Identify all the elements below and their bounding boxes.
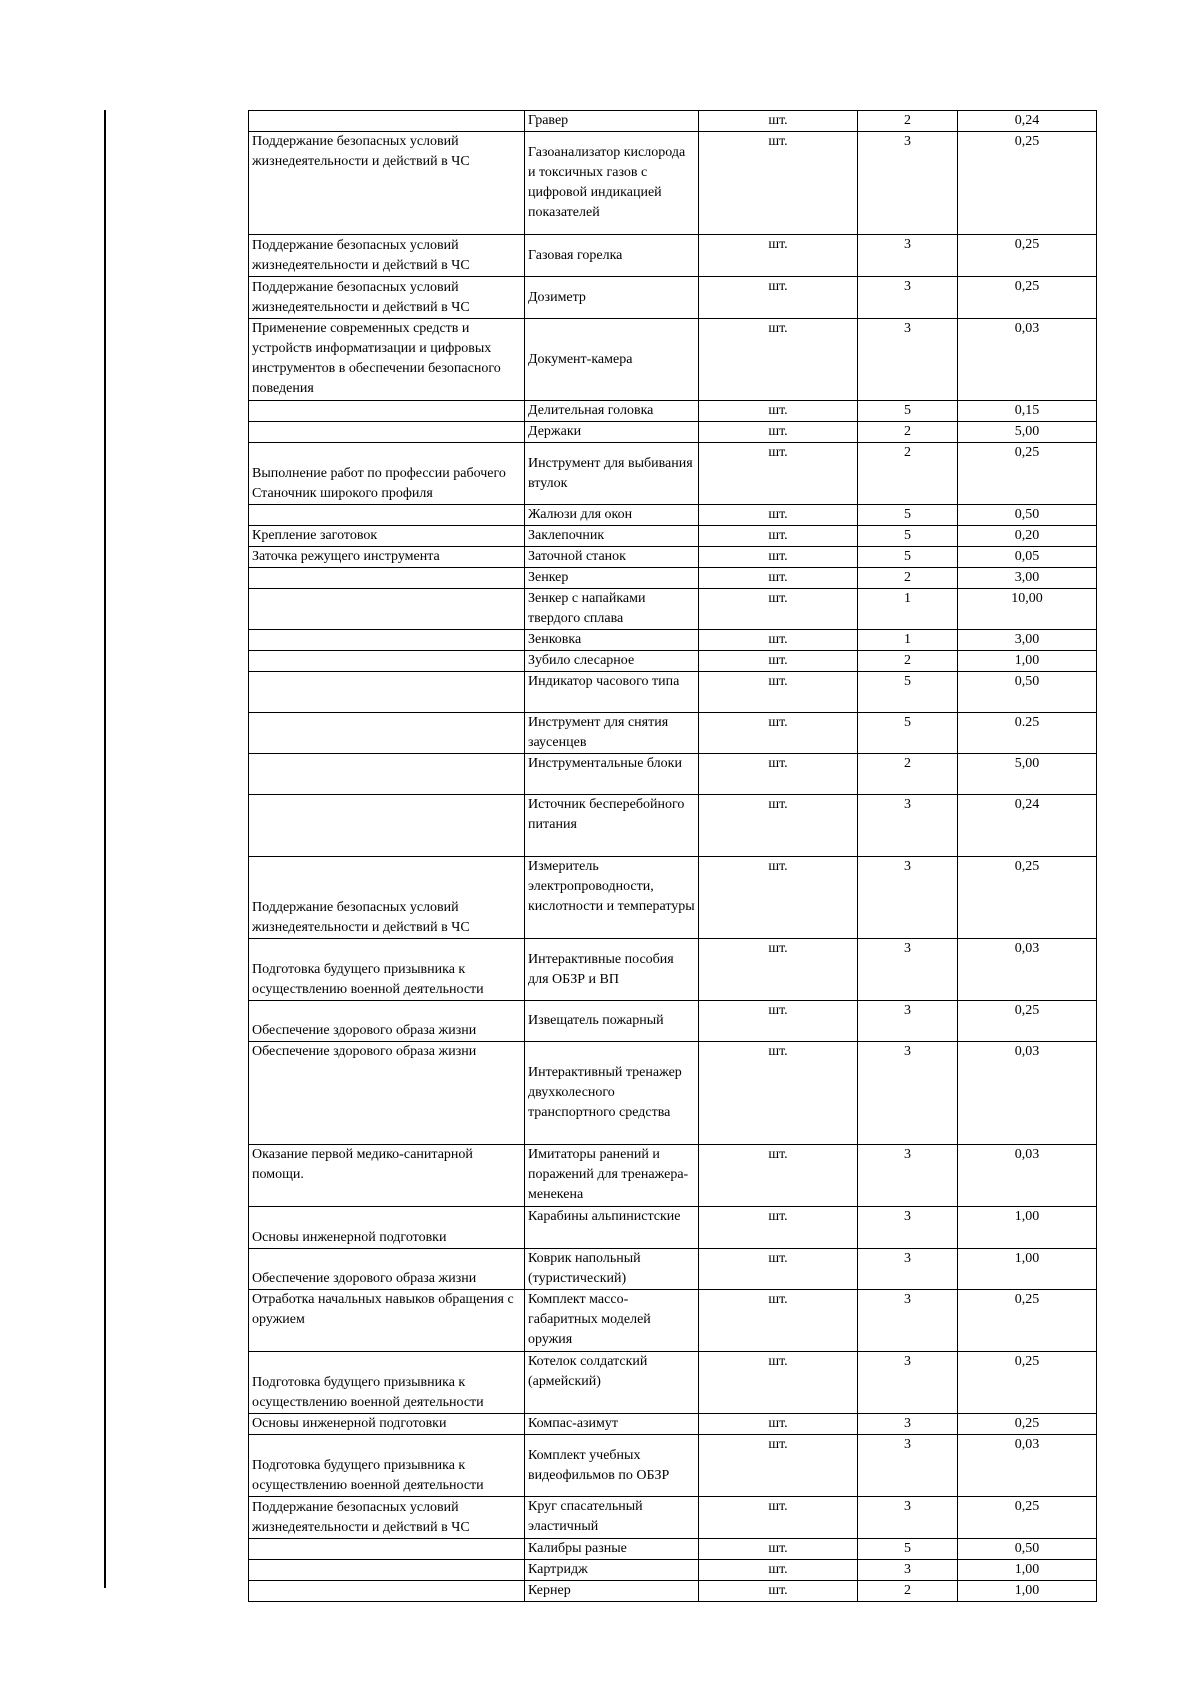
cell-norm: 0,25 bbox=[958, 443, 1097, 505]
cell-area bbox=[249, 1560, 525, 1581]
cell-norm: 0,03 bbox=[958, 939, 1097, 1001]
cell-item: Извещатель пожарный bbox=[525, 1001, 699, 1042]
cell-area: Обеспечение здорового образа жизни bbox=[249, 1249, 525, 1290]
cell-item: Делительная головка bbox=[525, 401, 699, 422]
cell-qty: 3 bbox=[858, 1001, 958, 1042]
table-row bbox=[249, 319, 1097, 401]
table-row bbox=[249, 1560, 1097, 1581]
cell-qty: 5 bbox=[858, 1539, 958, 1560]
cell-unit: шт. bbox=[699, 1539, 858, 1560]
table-row bbox=[249, 1042, 1097, 1145]
cell-norm: 0,03 bbox=[958, 1435, 1097, 1497]
cell-item: Зенкер с напайками твердого сплава bbox=[525, 589, 699, 630]
table-row bbox=[249, 1497, 1097, 1539]
cell-qty: 2 bbox=[858, 111, 958, 132]
table-row bbox=[249, 1249, 1097, 1290]
cell-area bbox=[249, 672, 525, 713]
table-row bbox=[249, 1435, 1097, 1497]
table-row bbox=[249, 401, 1097, 422]
cell-item: Источник бесперебойного питания bbox=[525, 795, 699, 857]
cell-norm: 10,00 bbox=[958, 589, 1097, 630]
cell-area: Крепление заготовок bbox=[249, 526, 525, 547]
cell-qty: 2 bbox=[858, 651, 958, 672]
cell-area: Применение современных средств и устройств информатизации и цифровых инструментов в обеспечении безопасного поведения bbox=[249, 319, 525, 401]
table-row bbox=[249, 857, 1097, 939]
cell-qty: 3 bbox=[858, 1497, 958, 1539]
cell-qty: 3 bbox=[858, 1042, 958, 1145]
cell-item: Интерактивный тренажер двухколесного транспортного средства bbox=[525, 1042, 699, 1145]
cell-item: Зенкер bbox=[525, 568, 699, 589]
cell-qty: 3 bbox=[858, 1145, 958, 1207]
cell-area: Поддержание безопасных условий жизнедеятельности и действий в ЧС bbox=[249, 277, 525, 319]
cell-area: Отработка начальных навыков обращения с оружием bbox=[249, 1290, 525, 1352]
table-row bbox=[249, 505, 1097, 526]
table-row bbox=[249, 939, 1097, 1001]
cell-norm: 0,25 bbox=[958, 1001, 1097, 1042]
cell-norm: 0,50 bbox=[958, 505, 1097, 526]
cell-item: Заклепочник bbox=[525, 526, 699, 547]
cell-qty: 5 bbox=[858, 672, 958, 713]
cell-item: Имитаторы ранений и поражений для тренажера-менекена bbox=[525, 1145, 699, 1207]
cell-area bbox=[249, 422, 525, 443]
cell-item: Газовая горелка bbox=[525, 235, 699, 277]
cell-unit: шт. bbox=[699, 857, 858, 939]
table-row bbox=[249, 111, 1097, 132]
table-row bbox=[249, 1414, 1097, 1435]
cell-norm: 0,05 bbox=[958, 547, 1097, 568]
cell-area: Поддержание безопасных условий жизнедеятельности и действий в ЧС bbox=[249, 235, 525, 277]
cell-unit: шт. bbox=[699, 401, 858, 422]
cell-norm: 0,25 bbox=[958, 1497, 1097, 1539]
cell-item: Коврик напольный (туристический) bbox=[525, 1249, 699, 1290]
cell-norm: 5,00 bbox=[958, 754, 1097, 795]
cell-unit: шт. bbox=[699, 1249, 858, 1290]
cell-area: Заточка режущего инструмента bbox=[249, 547, 525, 568]
cell-unit: шт. bbox=[699, 589, 858, 630]
cell-norm: 0,25 bbox=[958, 1290, 1097, 1352]
table-row bbox=[249, 754, 1097, 795]
cell-norm: 0,20 bbox=[958, 526, 1097, 547]
cell-item: Комплект массо-габаритных моделей оружия bbox=[525, 1290, 699, 1352]
cell-qty: 5 bbox=[858, 713, 958, 754]
table-row bbox=[249, 235, 1097, 277]
cell-norm: 0,50 bbox=[958, 1539, 1097, 1560]
cell-item: Кернер bbox=[525, 1581, 699, 1602]
cell-area bbox=[249, 568, 525, 589]
cell-norm: 1,00 bbox=[958, 651, 1097, 672]
cell-area bbox=[249, 754, 525, 795]
cell-norm: 0,25 bbox=[958, 132, 1097, 235]
cell-qty: 3 bbox=[858, 235, 958, 277]
cell-item: Гравер bbox=[525, 111, 699, 132]
cell-item: Интерактивные пособия для ОБЗР и ВП bbox=[525, 939, 699, 1001]
cell-norm: 1,00 bbox=[958, 1249, 1097, 1290]
cell-item: Картридж bbox=[525, 1560, 699, 1581]
cell-norm: 1,00 bbox=[958, 1207, 1097, 1249]
cell-item: Котелок солдатский (армейский) bbox=[525, 1352, 699, 1414]
cell-unit: шт. bbox=[699, 1290, 858, 1352]
cell-unit: шт. bbox=[699, 939, 858, 1001]
cell-norm: 5,00 bbox=[958, 422, 1097, 443]
cell-norm: 3,00 bbox=[958, 630, 1097, 651]
cell-norm: 0,03 bbox=[958, 1042, 1097, 1145]
cell-unit: шт. bbox=[699, 505, 858, 526]
cell-area: Выполнение работ по профессии рабочего Станочник широкого профиля bbox=[249, 443, 525, 505]
cell-unit: шт. bbox=[699, 1042, 858, 1145]
cell-qty: 5 bbox=[858, 505, 958, 526]
cell-norm: 0,25 bbox=[958, 857, 1097, 939]
cell-norm: 0,15 bbox=[958, 401, 1097, 422]
cell-unit: шт. bbox=[699, 630, 858, 651]
cell-unit: шт. bbox=[699, 111, 858, 132]
cell-unit: шт. bbox=[699, 795, 858, 857]
cell-item: Зенковка bbox=[525, 630, 699, 651]
cell-norm: 0,25 bbox=[958, 1352, 1097, 1414]
cell-qty: 3 bbox=[858, 939, 958, 1001]
cell-item: Комплект учебных видеофильмов по ОБЗР bbox=[525, 1435, 699, 1497]
cell-item: Дозиметр bbox=[525, 277, 699, 319]
cell-unit: шт. bbox=[699, 319, 858, 401]
cell-area: Оказание первой медико-санитарной помощи. bbox=[249, 1145, 525, 1207]
cell-unit: шт. bbox=[699, 526, 858, 547]
table-row bbox=[249, 1207, 1097, 1249]
cell-area bbox=[249, 401, 525, 422]
cell-qty: 2 bbox=[858, 1581, 958, 1602]
cell-item: Инструментальные блоки bbox=[525, 754, 699, 795]
cell-unit: шт. bbox=[699, 651, 858, 672]
cell-unit: шт. bbox=[699, 754, 858, 795]
table-row bbox=[249, 795, 1097, 857]
cell-norm: 0,25 bbox=[958, 1414, 1097, 1435]
cell-item: Индикатор часового типа bbox=[525, 672, 699, 713]
cell-item: Держаки bbox=[525, 422, 699, 443]
cell-norm: 3,00 bbox=[958, 568, 1097, 589]
table-row bbox=[249, 443, 1097, 505]
cell-unit: шт. bbox=[699, 1207, 858, 1249]
cell-qty: 3 bbox=[858, 1207, 958, 1249]
table-row bbox=[249, 589, 1097, 630]
table-row bbox=[249, 422, 1097, 443]
table-row bbox=[249, 132, 1097, 235]
cell-qty: 5 bbox=[858, 401, 958, 422]
cell-qty: 3 bbox=[858, 1290, 958, 1352]
cell-item: Зубило слесарное bbox=[525, 651, 699, 672]
cell-unit: шт. bbox=[699, 1414, 858, 1435]
table-row bbox=[249, 651, 1097, 672]
cell-item: Компас-азимут bbox=[525, 1414, 699, 1435]
cell-item: Газоанализатор кислорода и токсичных газов с цифровой индикацией показателей bbox=[525, 132, 699, 235]
cell-norm: 0,50 bbox=[958, 672, 1097, 713]
equipment-table bbox=[248, 110, 1097, 1602]
cell-area bbox=[249, 713, 525, 754]
cell-qty: 3 bbox=[858, 1414, 958, 1435]
cell-unit: шт. bbox=[699, 547, 858, 568]
cell-item: Измеритель электропроводности, кислотности и температуры bbox=[525, 857, 699, 939]
cell-qty: 5 bbox=[858, 547, 958, 568]
cell-unit: шт. bbox=[699, 235, 858, 277]
equipment-table-body bbox=[249, 111, 1097, 1602]
cell-area: Обеспечение здорового образа жизни bbox=[249, 1001, 525, 1042]
cell-unit: шт. bbox=[699, 132, 858, 235]
table-row bbox=[249, 526, 1097, 547]
cell-area bbox=[249, 630, 525, 651]
cell-item: Жалюзи для окон bbox=[525, 505, 699, 526]
cell-area: Подготовка будущего призывника к осуществлению военной деятельности bbox=[249, 1352, 525, 1414]
cell-item: Карабины альпинистские bbox=[525, 1207, 699, 1249]
cell-item: Заточной станок bbox=[525, 547, 699, 568]
cell-unit: шт. bbox=[699, 672, 858, 713]
cell-qty: 3 bbox=[858, 319, 958, 401]
table-row bbox=[249, 277, 1097, 319]
cell-qty: 5 bbox=[858, 526, 958, 547]
table-row bbox=[249, 1290, 1097, 1352]
cell-area: Обеспечение здорового образа жизни bbox=[249, 1042, 525, 1145]
table-row bbox=[249, 1001, 1097, 1042]
cell-area: Поддержание безопасных условий жизнедеятельности и действий в ЧС bbox=[249, 132, 525, 235]
cell-unit: шт. bbox=[699, 1581, 858, 1602]
cell-unit: шт. bbox=[699, 1352, 858, 1414]
cell-area: Подготовка будущего призывника к осуществлению военной деятельности bbox=[249, 1435, 525, 1497]
cell-area: Подготовка будущего призывника к осуществлению военной деятельности bbox=[249, 939, 525, 1001]
cell-norm: 0.25 bbox=[958, 713, 1097, 754]
cell-norm: 0,25 bbox=[958, 235, 1097, 277]
table-row bbox=[249, 713, 1097, 754]
cell-qty: 3 bbox=[858, 857, 958, 939]
cell-qty: 2 bbox=[858, 422, 958, 443]
cell-area bbox=[249, 1581, 525, 1602]
table-row bbox=[249, 672, 1097, 713]
cell-area bbox=[249, 111, 525, 132]
cell-norm: 0,24 bbox=[958, 795, 1097, 857]
cell-item: Круг спасательный эластичный bbox=[525, 1497, 699, 1539]
cell-qty: 2 bbox=[858, 754, 958, 795]
cell-qty: 3 bbox=[858, 1560, 958, 1581]
cell-norm: 0,24 bbox=[958, 111, 1097, 132]
cell-item: Калибры разные bbox=[525, 1539, 699, 1560]
margin-rule bbox=[104, 110, 106, 1588]
cell-norm: 0,25 bbox=[958, 277, 1097, 319]
cell-qty: 1 bbox=[858, 630, 958, 651]
cell-area bbox=[249, 1539, 525, 1560]
cell-item: Документ-камера bbox=[525, 319, 699, 401]
table-row bbox=[249, 547, 1097, 568]
table-row bbox=[249, 1145, 1097, 1207]
cell-qty: 3 bbox=[858, 795, 958, 857]
cell-area: Поддержание безопасных условий жизнедеятельности и действий в ЧС bbox=[249, 857, 525, 939]
cell-area bbox=[249, 505, 525, 526]
cell-area bbox=[249, 795, 525, 857]
cell-qty: 3 bbox=[858, 1352, 958, 1414]
table-row bbox=[249, 630, 1097, 651]
cell-unit: шт. bbox=[699, 1560, 858, 1581]
cell-area bbox=[249, 651, 525, 672]
cell-norm: 0,03 bbox=[958, 319, 1097, 401]
cell-area: Поддержание безопасных условий жизнедеятельности и действий в ЧС bbox=[249, 1497, 525, 1539]
cell-unit: шт. bbox=[699, 1145, 858, 1207]
cell-unit: шт. bbox=[699, 568, 858, 589]
cell-unit: шт. bbox=[699, 1497, 858, 1539]
table-row bbox=[249, 568, 1097, 589]
table-row bbox=[249, 1581, 1097, 1602]
cell-norm: 1,00 bbox=[958, 1560, 1097, 1581]
cell-item: Инструмент для выбивания втулок bbox=[525, 443, 699, 505]
cell-qty: 2 bbox=[858, 443, 958, 505]
cell-qty: 1 bbox=[858, 589, 958, 630]
cell-unit: шт. bbox=[699, 1001, 858, 1042]
cell-unit: шт. bbox=[699, 277, 858, 319]
cell-unit: шт. bbox=[699, 422, 858, 443]
cell-qty: 3 bbox=[858, 1249, 958, 1290]
cell-qty: 3 bbox=[858, 1435, 958, 1497]
cell-area: Основы инженерной подготовки bbox=[249, 1414, 525, 1435]
cell-area bbox=[249, 589, 525, 630]
table-row bbox=[249, 1352, 1097, 1414]
cell-unit: шт. bbox=[699, 1435, 858, 1497]
cell-norm: 0,03 bbox=[958, 1145, 1097, 1207]
cell-item: Инструмент для снятия заусенцев bbox=[525, 713, 699, 754]
cell-unit: шт. bbox=[699, 443, 858, 505]
cell-qty: 2 bbox=[858, 568, 958, 589]
cell-qty: 3 bbox=[858, 132, 958, 235]
cell-area: Основы инженерной подготовки bbox=[249, 1207, 525, 1249]
cell-unit: шт. bbox=[699, 713, 858, 754]
cell-norm: 1,00 bbox=[958, 1581, 1097, 1602]
cell-qty: 3 bbox=[858, 277, 958, 319]
table-row bbox=[249, 1539, 1097, 1560]
